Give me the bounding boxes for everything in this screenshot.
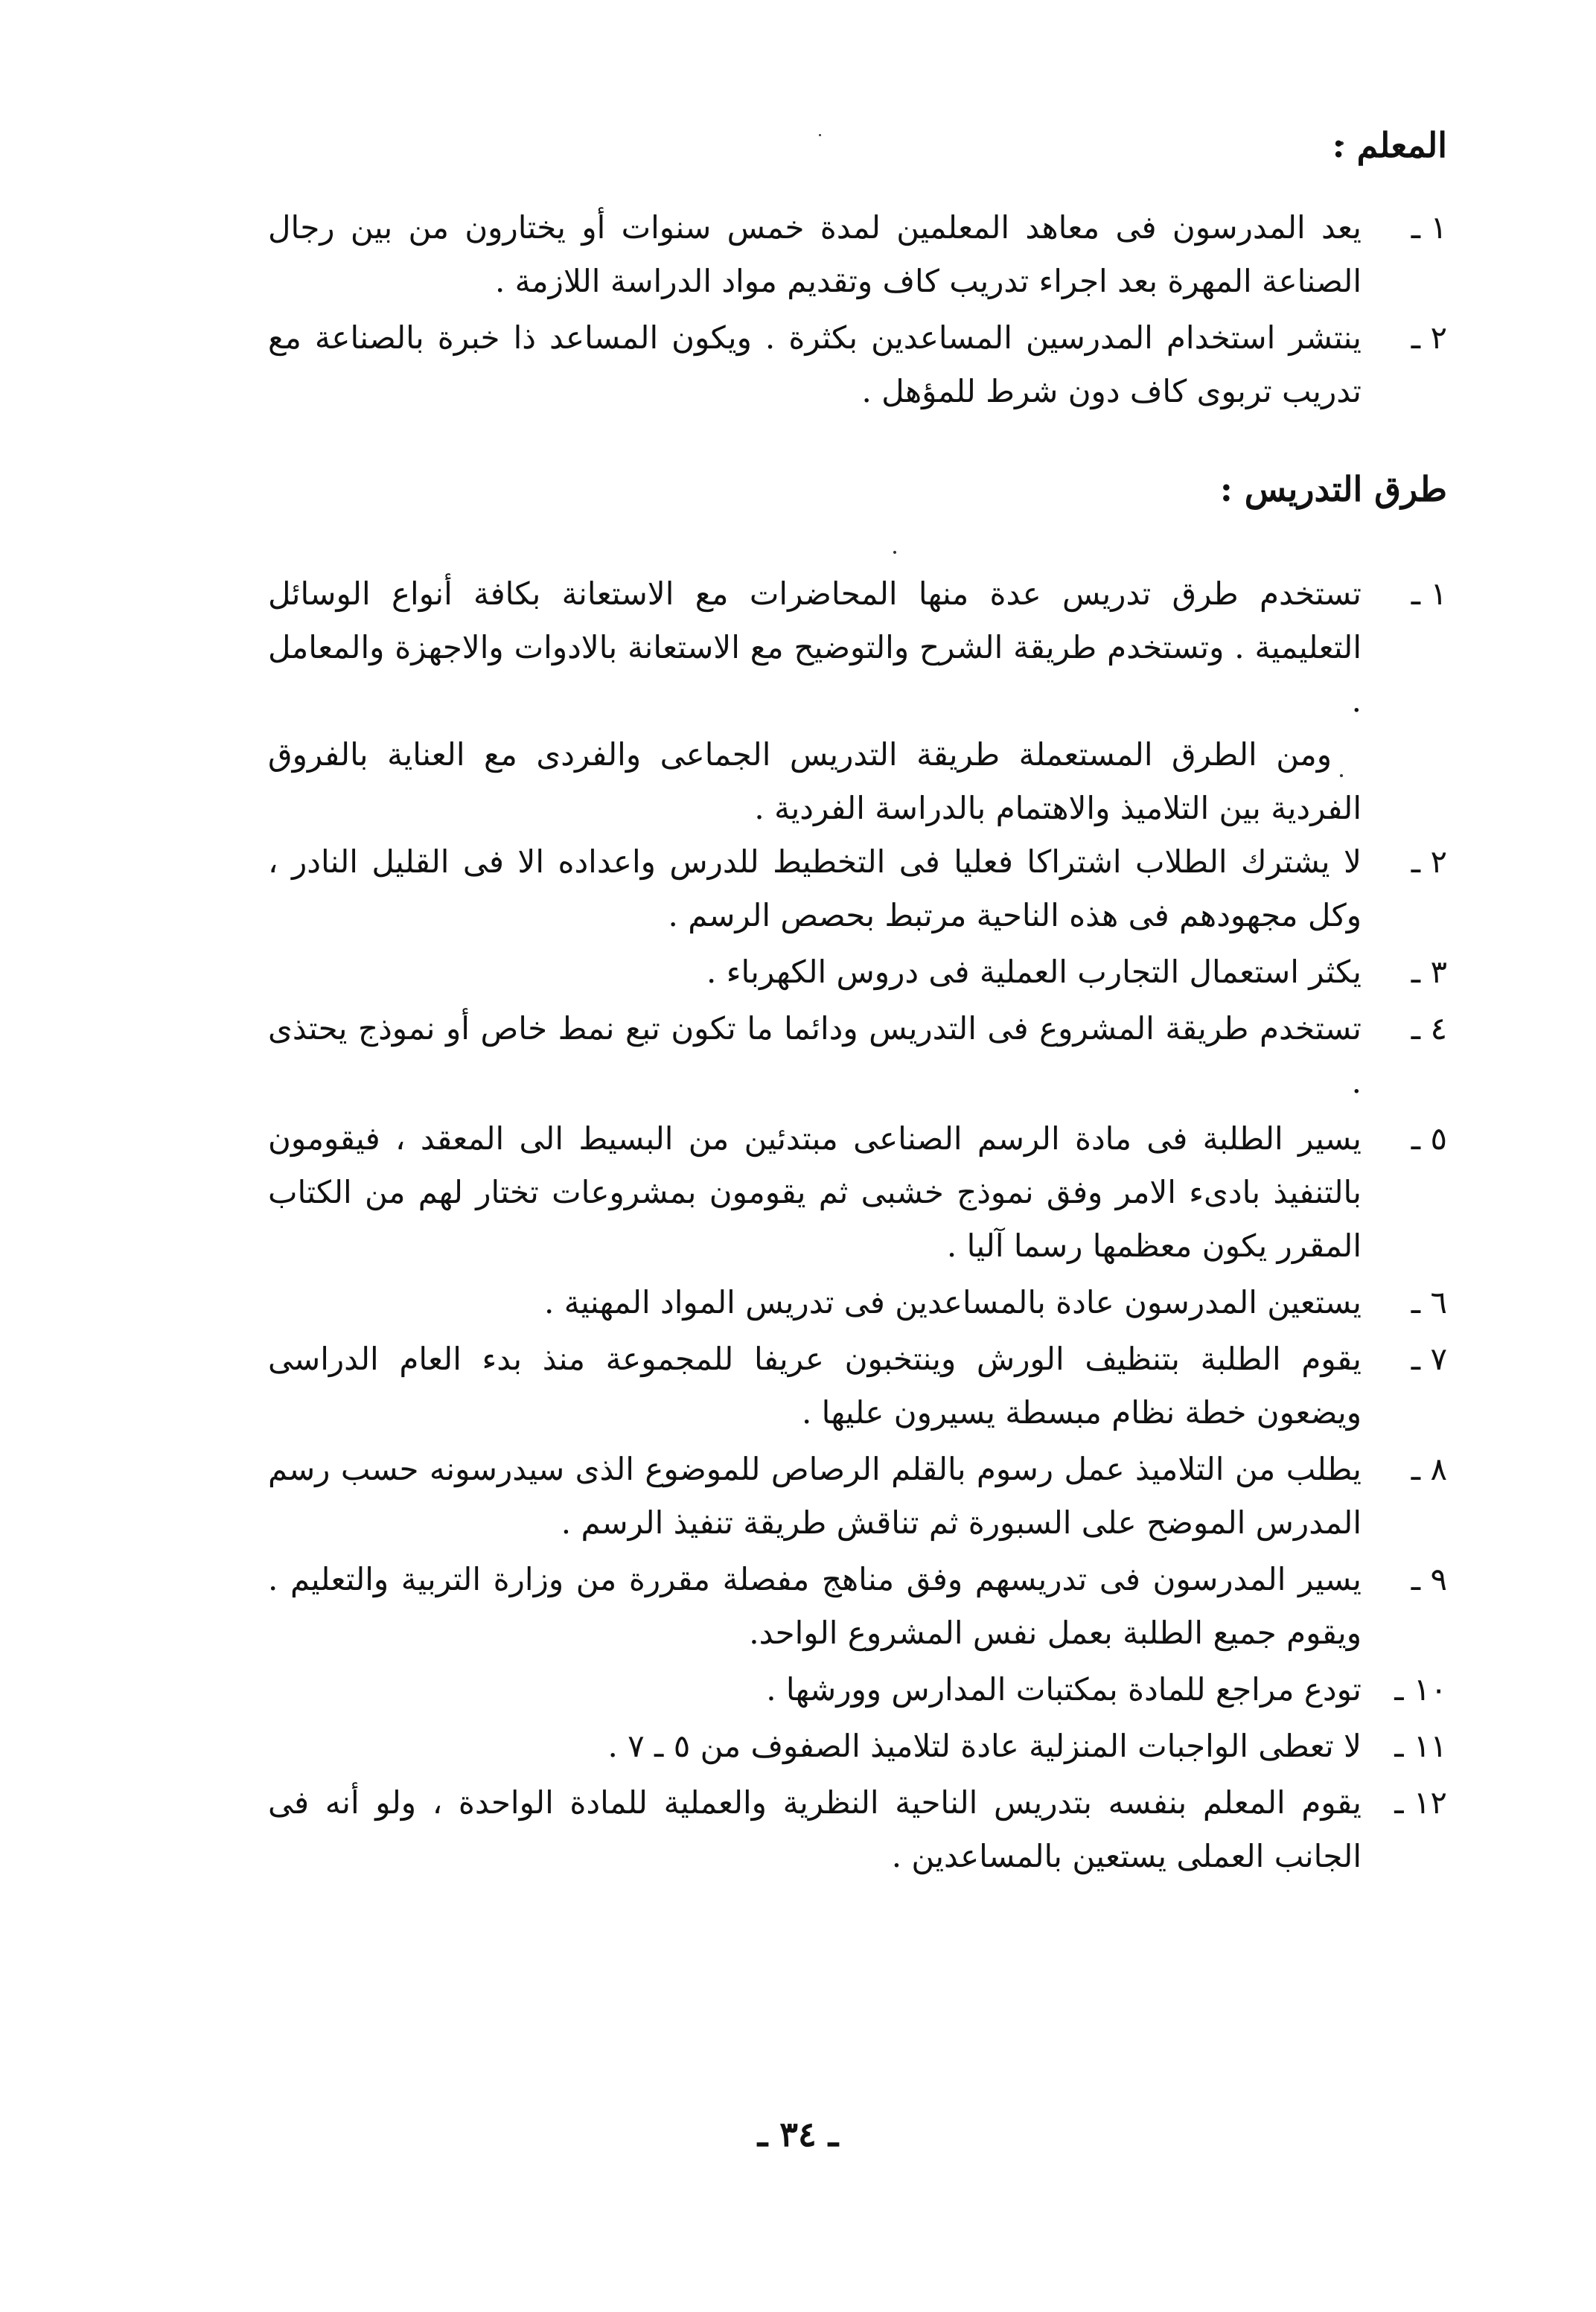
item-number: ٥ ـ <box>1411 1120 1447 1157</box>
item-number: ٣ ـ <box>1411 954 1447 990</box>
list-item <box>268 945 1447 999</box>
item-number: ٧ ـ <box>1411 1341 1447 1377</box>
item-number: ١٠ ـ <box>1394 1671 1447 1708</box>
document-body <box>268 112 1447 1883</box>
item-text: يستعين المدرسون عادة بالمساعدين فى تدريس المواد المهنية . <box>544 1284 1362 1321</box>
list-item <box>268 1553 1447 1660</box>
item-number: ٢ ـ <box>1411 843 1447 880</box>
item-text: يكثر استعمال التجارب العملية فى دروس الكهرباء . <box>706 954 1362 990</box>
item-text: لا يشترك الطلاب اشتراكا فعليا فى التخطيط للدرس واعداده الا فى القليل النادر ، وكل مجهودهم فى هذه الناحية مرتبط بحصص الرسم . <box>268 843 1362 933</box>
item-text: ينتشر استخدام المدرسين المساعدين بكثرة . ويكون المساعد ذا خبرة بالصناعة مع تدريب تربوى كاف دون شرط للمؤهل . <box>268 319 1362 409</box>
list-item <box>268 1332 1447 1440</box>
item-text: يطلب من التلاميذ عمل رسوم بالقلم الرصاص للموضوع الذى سيدرسونه حسب رسم المدرس الموضح على السبورة ثم تناقش طريقة تنفيذ الرسم . <box>268 1451 1362 1541</box>
list-item <box>268 1276 1447 1329</box>
list-item <box>268 201 1447 308</box>
list-item <box>268 311 1447 418</box>
list-item <box>268 835 1447 942</box>
item-text: تودع مراجع للمادة بمكتبات المدارس وورشها . <box>766 1671 1362 1708</box>
list-item <box>268 1112 1447 1273</box>
list-item <box>268 1776 1447 1883</box>
item-number: ٢ ـ <box>1411 319 1447 356</box>
list-item <box>268 1002 1447 1109</box>
item-number: ١ ـ <box>1411 575 1447 612</box>
item-number: ٨ ـ <box>1411 1451 1447 1487</box>
item-text: يعد المدرسون فى معاهد المعلمين لمدة خمس سنوات أو يختارون من بين رجال الصناعة المهرة بعد اجراء تدريب كاف وتقديم مواد الدراسة اللازمة . <box>268 209 1362 299</box>
item-number: ١ ـ <box>1411 209 1447 246</box>
item-text: لا تعطى الواجبات المنزلية عادة لتلاميذ الصفوف من ٥ ـ ٧ . <box>607 1728 1362 1764</box>
item-text: تستخدم طريقة المشروع فى التدريس ودائما ما تكون تبع نمط خاص أو نموذج يحتذى . <box>268 1010 1362 1100</box>
section-heading-teacher: المعلم : <box>1332 125 1447 165</box>
list-item <box>268 1719 1447 1773</box>
item-number: ٤ ـ <box>1411 1010 1447 1047</box>
list-item <box>268 1443 1447 1550</box>
list-item <box>268 567 1447 728</box>
item-sub-paragraph: ومن الطرق المستعملة طريقة التدريس الجماعى والفردى مع العناية بالفروق الفردية بين التلاميذ والاهتمام بالدراسة الفردية . <box>268 736 1362 826</box>
page-number: ـ ٣٤ ـ <box>757 2114 839 2154</box>
item-number: ٩ ـ <box>1411 1561 1447 1597</box>
item-text: يقوم الطلبة بتنظيف الورش وينتخبون عريفا للمجموعة منذ بدء العام الدراسى ويضعون خطة نظام مبسطة يسيرون عليها . <box>268 1341 1362 1431</box>
list-item <box>268 1663 1447 1717</box>
item-number: ٦ ـ <box>1411 1284 1447 1321</box>
item-text: يقوم المعلم بنفسه بتدريس الناحية النظرية والعملية للمادة الواحدة ، ولو أنه فى الجانب العملى يستعين بالمساعدين . <box>268 1784 1362 1874</box>
item-number: ١٢ ـ <box>1394 1784 1447 1821</box>
item-text: تستخدم طرق تدريس عدة منها المحاضرات مع الاستعانة بكافة أنواع الوسائل التعليمية . وتستخدم طريقة الشرح والتوضيح مع الاستعانة بالادوات والاجهزة والمعامل . <box>268 575 1362 719</box>
item-number: ١١ ـ <box>1394 1728 1447 1764</box>
item-text: يسير المدرسون فى تدريسهم وفق مناهج مفصلة مقررة من وزارة التربية والتعليم . ويقوم جميع الطلبة بعمل نفس المشروع الواحد. <box>268 1561 1362 1651</box>
section-heading-methods: طرق التدريس : <box>1219 469 1447 509</box>
item-text: يسير الطلبة فى مادة الرسم الصناعى مبتدئين من البسيط الى المعقد ، فيقومون بالتنفيذ بادىء الامر وفق نموذج خشبى ثم يقومون بمشروعات تختار لهم من الكتاب المقرر يكون معظمها رسما آليا . <box>268 1120 1362 1264</box>
